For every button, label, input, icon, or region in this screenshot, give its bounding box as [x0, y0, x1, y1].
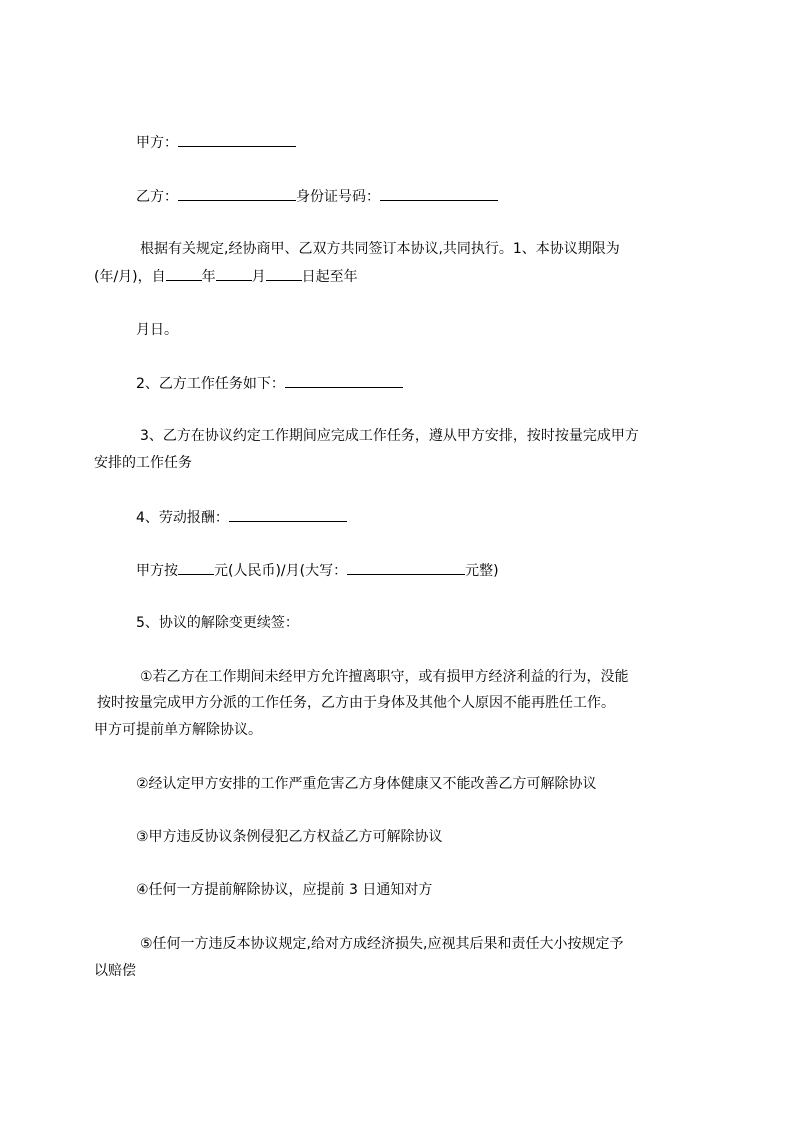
- pay-amount-blank[interactable]: [178, 561, 214, 575]
- day-until-label: 日起至年: [301, 269, 358, 285]
- period-unit-label: (年/月)，自: [94, 269, 166, 285]
- clause5-line-1: ⑤任何一方违反本协议规定,给对方成经济损失,应视其后果和责任大小按规定予: [140, 936, 624, 952]
- pay-suffix: 元整): [465, 563, 499, 579]
- clause1-line-2: 按时按量完成甲方分派的工作任务，乙方由于身体及其他个人原因不能再胜任工作。: [97, 695, 615, 711]
- item3-line-1: 3、乙方在协议约定工作期间应完成工作任务，遵从甲方安排，按时按量完成甲方: [140, 428, 639, 444]
- item3-line-2: 安排的工作任务: [94, 455, 192, 471]
- party-b-blank[interactable]: [178, 187, 296, 201]
- year-label: 年: [201, 269, 216, 285]
- pay-middle: 元(人民币)/月(大写：: [214, 563, 348, 579]
- item4-line: [136, 508, 347, 526]
- work-task-blank[interactable]: [285, 374, 403, 388]
- item2-label: 2、乙方工作任务如下：: [136, 376, 285, 392]
- party-a-label: 甲方：: [136, 135, 178, 151]
- start-day-blank[interactable]: [266, 267, 302, 281]
- item4-label: 4、劳动报酬：: [136, 510, 229, 526]
- clause5-line-2: 以赔偿: [94, 963, 136, 979]
- item2-line: [136, 374, 403, 392]
- month-label: 月: [251, 269, 266, 285]
- party-a-line: [136, 133, 296, 151]
- pay-line: [136, 561, 499, 579]
- item5-label: 5、协议的解除变更续签：: [136, 615, 299, 631]
- id-number-label: 身份证号码：: [296, 189, 380, 205]
- party-b-label: 乙方：: [136, 189, 178, 205]
- pay-blank[interactable]: [229, 508, 347, 522]
- id-number-blank[interactable]: [380, 187, 498, 201]
- pay-prefix: 甲方按: [136, 563, 178, 579]
- intro-line-2: [94, 267, 358, 285]
- party-a-blank[interactable]: [178, 133, 296, 147]
- start-year-blank[interactable]: [166, 267, 202, 281]
- intro-line-1: 根据有关规定,经协商甲、乙双方共同签订本协议,共同执行。1、本协议期限为: [140, 241, 620, 257]
- clause1-line-3: 甲方可提前单方解除协议。: [94, 722, 262, 738]
- clause2: ②经认定甲方安排的工作严重危害乙方身体健康又不能改善乙方可解除协议: [136, 776, 597, 792]
- intro-line-3: 月日。: [136, 322, 178, 338]
- party-b-line: [136, 187, 498, 205]
- clause3: ③甲方违反协议条例侵犯乙方权益乙方可解除协议: [136, 829, 443, 845]
- pay-amount-words-blank[interactable]: [347, 561, 465, 575]
- start-month-blank[interactable]: [216, 267, 252, 281]
- clause1-line-1: ①若乙方在工作期间未经甲方允许擅离职守，或有损甲方经济利益的行为，没能: [140, 669, 629, 685]
- clause4: ④任何一方提前解除协议，应提前 3 日通知对方: [136, 882, 433, 898]
